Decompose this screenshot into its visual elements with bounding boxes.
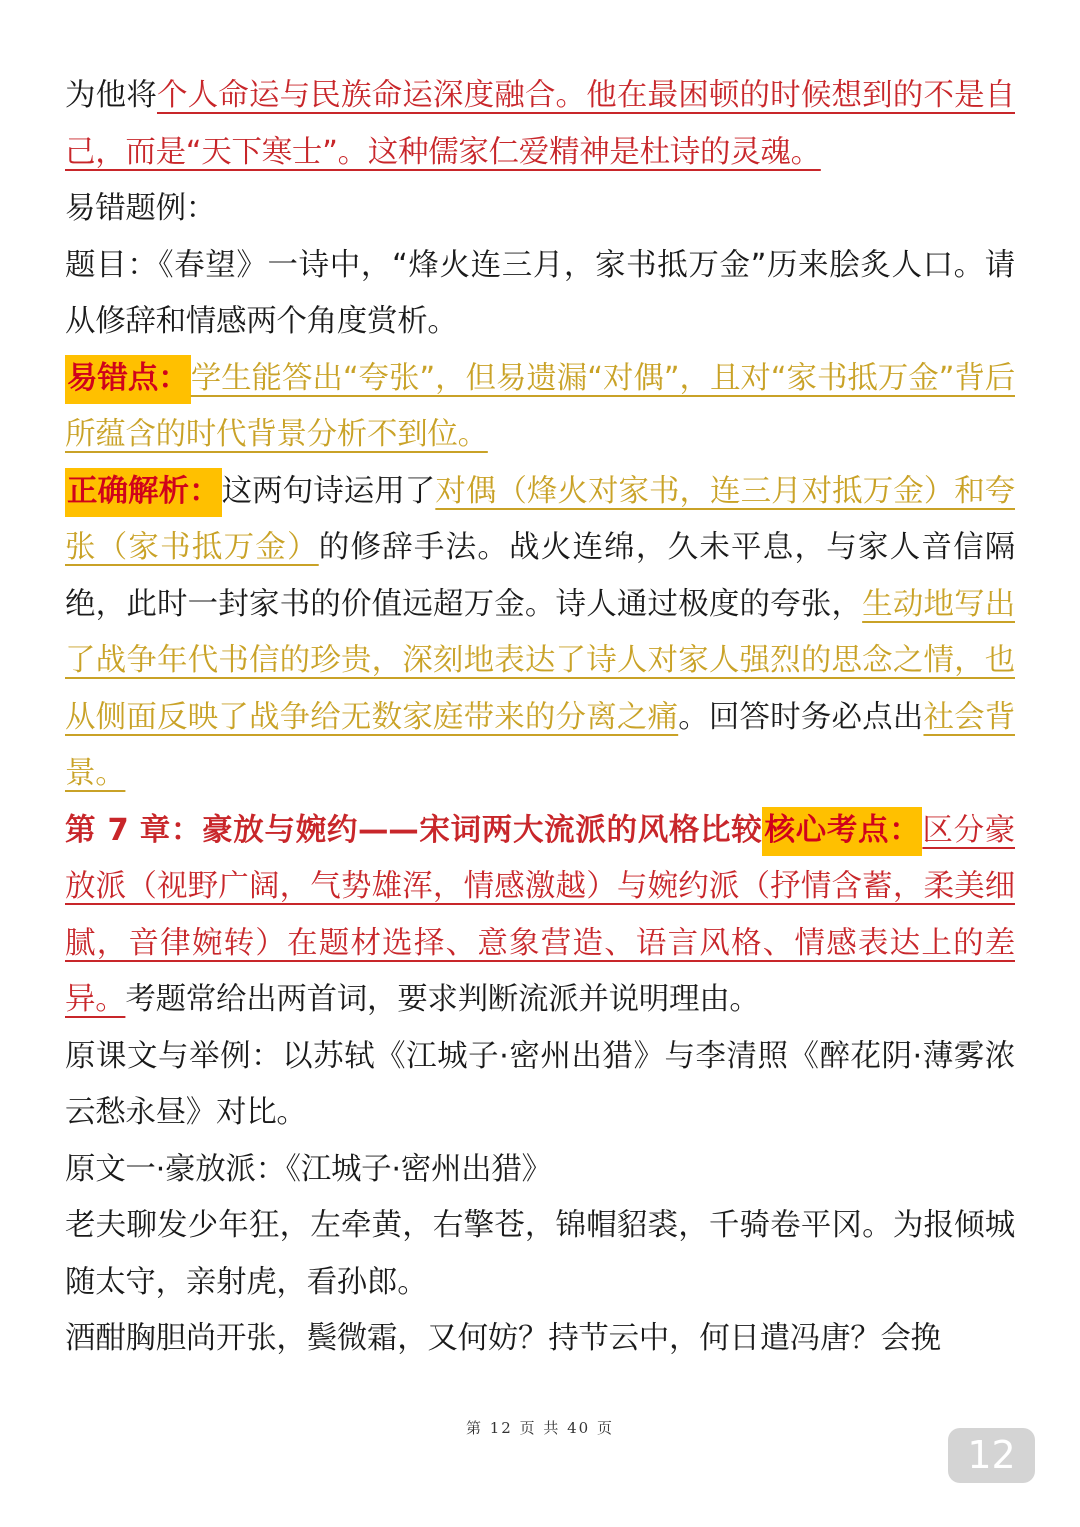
text-one-heading [65,1142,1015,1199]
body-text: 的修辞手法。战火连绵，久未平息，与家人音信隔绝，此时一封家书的价值远超万金。诗人通过极度的夸张， [65,530,1015,622]
error-point-paragraph [65,351,1015,464]
question-paragraph [65,238,1015,351]
body-text: 。回答时务必点出 [678,699,924,735]
emphasis-text: 生动地写出了战争年代书信的珍贵，深刻地表达了诗人对家人强烈的思念之情，也从侧面反映了战争给无数家庭带来的分离之痛 [65,586,1015,735]
body-text: 这两句诗运用了 [221,473,436,509]
emphasis-text: 社会背景。 [65,699,1015,791]
key-point-text: 个人命运与民族命运深度融合。他在最困顿的时候想到的不是自己，而是“天下寒士”。这种儒家仁爱精神是杜诗的灵魂。 [65,78,1015,170]
emphasis-text: 学生能答出“夸张”，但易遗漏“对偶”，且对“家书抵万金”背后所蕴含的时代背景分析不到位。 [65,360,1015,452]
body-text: 原课文与举例：以苏轼《江城子·密州出猎》与李清照《醉花阴·薄雾浓云愁永昼》对比。 [65,1038,1015,1130]
key-point-text: 区分豪放派（视野广阔，气势雄浑，情感激越）与婉约派（抒情含蓄，柔美细腻，音律婉转）在题材选择、意象营造、语言风格、情感表达上的差异。 [65,812,1015,1017]
body-text: 原文一·豪放派：《江城子·密州出猎》 [65,1151,552,1187]
body-text: 易错题例： [65,191,216,226]
highlight-label: 核心考点： [762,807,922,856]
poem-stanza-2 [65,1311,1015,1368]
chapter-title: 第 7 章：豪放与婉约——宋词两大流派的风格比较 [65,812,763,848]
emphasis-text: 对偶（烽火对家书，连三月对抵万金）和夸张（家书抵万金） [65,473,1015,565]
intro-paragraph [65,68,1015,181]
poem-stanza-1 [65,1198,1015,1311]
document-body [65,68,1015,1368]
body-text: 为他将 [65,78,157,113]
chapter-7-paragraph [65,803,1015,1029]
highlight-label: 易错点： [65,355,191,404]
examples-paragraph [65,1029,1015,1142]
body-text: 考题常给出两首词，要求判断流派并说明理由。 [125,982,760,1017]
correct-analysis-paragraph [65,464,1015,803]
body-text: 酒酣胸胆尚开张，鬓微霜，又何妨？持节云中，何日遣冯唐？会挽 [65,1321,941,1356]
page-number-badge: 12 [948,1428,1035,1483]
body-text: 老夫聊发少年狂，左牵黄，右擎苍，锦帽貂裘，千骑卷平冈。为报倾城随太守，亲射虎，看孙郎。 [65,1208,1015,1300]
page-footer: 第 12 页 共 40 页 [465,1419,614,1437]
error-example-heading [65,181,1015,238]
body-text: 题目：《春望》一诗中，“烽火连三月，家书抵万金”历来脍炙人口。请从修辞和情感两个角度赏析。 [65,247,1015,339]
highlight-label: 正确解析： [65,468,222,517]
